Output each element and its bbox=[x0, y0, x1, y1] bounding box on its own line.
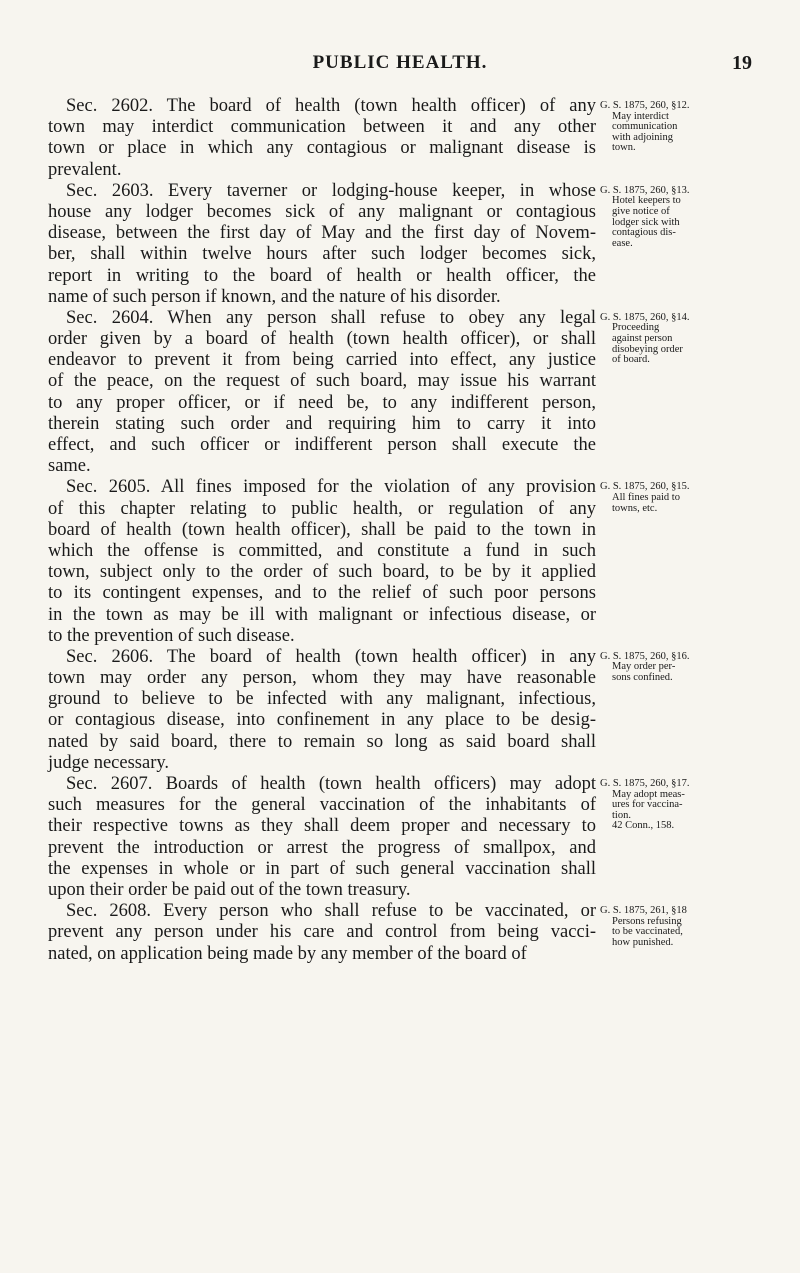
text-line bbox=[48, 287, 752, 308]
margin-note bbox=[600, 652, 752, 684]
margin-heading: communication bbox=[612, 121, 678, 133]
margin-heading: ures for vaccina- bbox=[612, 799, 683, 811]
paragraph-line: upon their order be paid out of the town treasury. bbox=[48, 879, 411, 900]
text-line bbox=[48, 371, 752, 392]
text-line bbox=[48, 414, 752, 435]
paragraph-line: to its contingent expenses, and to the relief of such poor persons bbox=[48, 583, 596, 604]
text-line bbox=[48, 520, 752, 541]
section-2607 bbox=[48, 774, 752, 901]
margin-heading: May interdict bbox=[612, 110, 669, 122]
page-header bbox=[48, 52, 752, 82]
section-2604 bbox=[48, 308, 752, 478]
page-number: 19 bbox=[732, 52, 752, 74]
paragraph-line: order given by a board of health (town health officer), or shall bbox=[48, 329, 596, 350]
margin-heading: with adjoining bbox=[612, 131, 673, 143]
text-line bbox=[48, 732, 752, 753]
margin-heading: ease. bbox=[612, 237, 633, 249]
paragraph-line: Sec. 2605. All fines imposed for the violation of any provision bbox=[66, 477, 596, 498]
paragraph-line: board of health (town health officer), shall be paid to the town in bbox=[48, 519, 596, 540]
paragraph-line: ber, shall within twelve hours after such lodger becomes sick, bbox=[48, 244, 596, 265]
margin-heading: give notice of bbox=[612, 205, 670, 217]
statute-text bbox=[48, 96, 752, 965]
margin-heading: Proceeding bbox=[612, 322, 660, 334]
margin-heading: Hotel keepers to bbox=[612, 195, 681, 207]
margin-heading: to be vaccinated, bbox=[612, 926, 683, 938]
margin-heading: tion. bbox=[612, 809, 631, 821]
paragraph-line: to the prevention of such disease. bbox=[48, 625, 295, 646]
paragraph-line: town, subject only to the order of such board, to be by it applied bbox=[48, 562, 596, 583]
paragraph-line: Sec. 2603. Every taverner or lodging-house keeper, in whose bbox=[66, 180, 596, 201]
margin-heading: May adopt meas- bbox=[612, 788, 685, 800]
section-2603 bbox=[48, 181, 752, 308]
paragraph-line: therein stating such order and requiring him to carry it into bbox=[48, 413, 596, 434]
paragraph-line: name of such person if known, and the nature of his disorder. bbox=[48, 286, 501, 307]
paragraph-line: house any lodger becomes sick of any malignant or contagious bbox=[48, 201, 596, 222]
margin-note bbox=[600, 482, 752, 514]
paragraph-line: prevent any person under his care and control from being vacci- bbox=[48, 922, 596, 943]
paragraph-line: prevent the introduction or arrest the progress of smallpox, and bbox=[48, 837, 596, 858]
paragraph-line: disease, between the first day of May and the first day of Novem- bbox=[48, 223, 596, 244]
margin-citation: G. S. 1875, 260, §15. bbox=[600, 481, 690, 493]
paragraph-line: of the peace, on the request of such board, may issue his warrant bbox=[48, 371, 596, 392]
margin-heading: lodger sick with bbox=[612, 216, 680, 228]
paragraph-line: Sec. 2606. The board of health (town health officer) in any bbox=[66, 646, 596, 667]
paragraph-line: Sec. 2607. Boards of health (town health officers) may adopt bbox=[66, 774, 596, 794]
margin-heading: May order per- bbox=[612, 661, 676, 673]
text-line bbox=[48, 456, 752, 477]
paragraph-line: endeavor to prevent it from being carried into effect, any justice bbox=[48, 350, 596, 371]
paragraph-line: ground to believe to be infected with any malignant, infectious, bbox=[48, 689, 596, 710]
margin-heading: against person bbox=[612, 333, 673, 345]
paragraph-line: such measures for the general vaccination of the inhabitants of bbox=[48, 795, 596, 816]
section-2602 bbox=[48, 96, 752, 181]
margin-note bbox=[600, 101, 752, 154]
text-line bbox=[48, 160, 752, 181]
margin-note bbox=[600, 906, 752, 948]
text-line bbox=[48, 541, 752, 562]
margin-citation: G. S. 1875, 260, §17. bbox=[600, 778, 690, 789]
margin-note bbox=[600, 313, 752, 366]
section-2605 bbox=[48, 477, 752, 647]
margin-heading: 42 Conn., 158. bbox=[612, 820, 675, 832]
paragraph-line: Sec. 2602. The board of health (town health officer) of any bbox=[66, 96, 596, 116]
margin-citation: G. S. 1875, 260, §13. bbox=[600, 184, 690, 196]
paragraph-line: the expenses in whole or in part of such general vaccination shall bbox=[48, 858, 596, 879]
paragraph-line: of this chapter relating to public health, or regulation of any bbox=[48, 498, 596, 519]
text-line bbox=[48, 689, 752, 710]
paragraph-line: judge necessary. bbox=[48, 752, 170, 773]
margin-citation: G. S. 1875, 260, §12. bbox=[600, 100, 690, 111]
text-line bbox=[48, 266, 752, 287]
margin-citation: G. S. 1875, 260, §16. bbox=[600, 650, 690, 662]
text-line bbox=[48, 838, 752, 859]
text-line bbox=[48, 753, 752, 774]
text-line bbox=[48, 605, 752, 626]
text-line bbox=[48, 710, 752, 731]
section-2608 bbox=[48, 901, 752, 965]
margin-heading: sons confined. bbox=[612, 672, 673, 684]
paragraph-line: effect, and such officer or indifferent person shall execute the bbox=[48, 435, 596, 455]
margin-citation: G. S. 1875, 261, §18 bbox=[600, 905, 687, 917]
paragraph-line: or contagious disease, into confinement in any place to be desig- bbox=[48, 710, 596, 731]
paragraph-line: Sec. 2604. When any person shall refuse to obey any legal bbox=[66, 307, 596, 328]
paragraph-line: prevalent. bbox=[48, 159, 122, 180]
paragraph-line: their respective towns as they shall deem proper and necessary to bbox=[48, 816, 596, 837]
paragraph-line: town or place in which any contagious or malignant disease is bbox=[48, 138, 596, 159]
margin-heading: towns, etc. bbox=[612, 502, 658, 514]
paragraph-line: town may interdict communication between it and any other bbox=[48, 117, 596, 138]
paragraph-line: in the town as may be ill with malignant or infectious disease, or bbox=[48, 604, 596, 625]
margin-heading: Persons refusing bbox=[612, 915, 682, 927]
margin-heading: of board. bbox=[612, 354, 650, 366]
paragraph-line: which the offense is committed, and constitute a fund in such bbox=[48, 540, 596, 561]
paragraph-line: nated, on application being made by any member of the board of bbox=[48, 943, 527, 964]
paragraph-line: Sec. 2608. Every person who shall refuse to be vaccinated, or bbox=[66, 901, 596, 922]
margin-heading: contagious dis- bbox=[612, 227, 676, 239]
paragraph-line: to any proper officer, or if need be, to any indifferent person, bbox=[48, 392, 596, 413]
text-line bbox=[48, 562, 752, 583]
margin-heading: All fines paid to bbox=[612, 491, 680, 503]
margin-note bbox=[600, 186, 752, 250]
paragraph-line: town may order any person, whom they may have reasonable bbox=[48, 668, 596, 689]
text-line bbox=[48, 435, 752, 456]
text-line bbox=[48, 583, 752, 604]
text-line bbox=[48, 880, 752, 901]
text-line bbox=[48, 393, 752, 414]
margin-note bbox=[600, 779, 752, 832]
text-line bbox=[48, 626, 752, 647]
text-line bbox=[48, 859, 752, 880]
paragraph-line: same. bbox=[48, 456, 91, 477]
margin-citation: G. S. 1875, 260, §14. bbox=[600, 311, 690, 323]
margin-heading: town. bbox=[612, 142, 636, 154]
margin-heading: disobeying order bbox=[612, 343, 683, 355]
paragraph-line: report in writing to the board of health or health officer, the bbox=[48, 265, 596, 286]
margin-heading: how punished. bbox=[612, 936, 674, 948]
paragraph-line: nated by said board, there to remain so long as said board shall bbox=[48, 731, 596, 752]
running-title: PUBLIC HEALTH. bbox=[312, 52, 488, 73]
section-2606 bbox=[48, 647, 752, 774]
